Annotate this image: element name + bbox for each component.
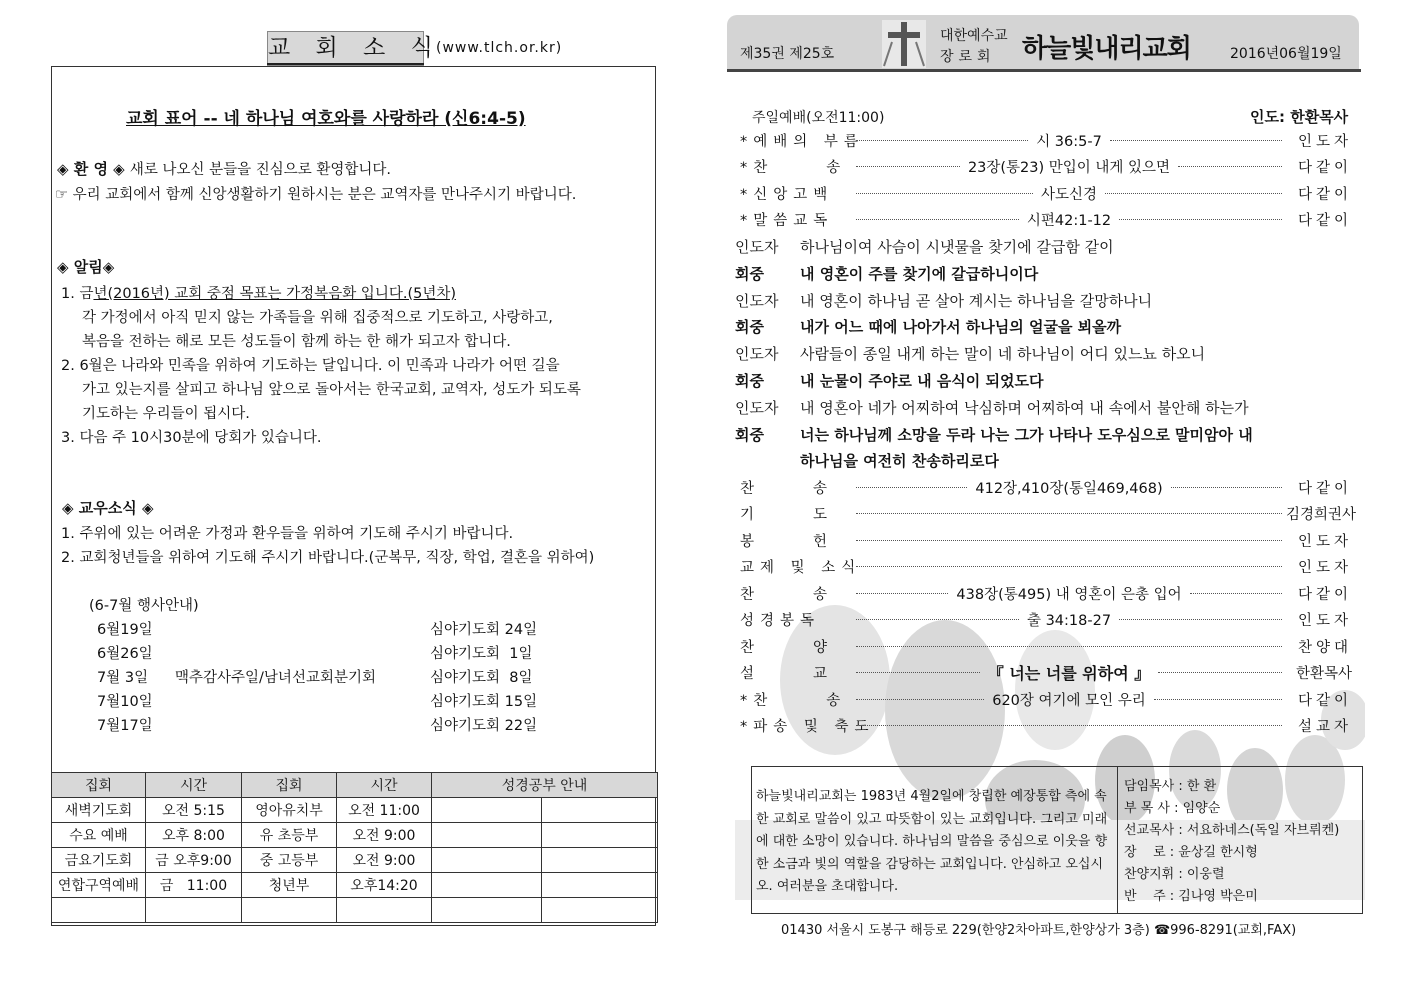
reading-text: 내 영혼이 주를 찾기에 갈급하니이다 [800,264,1039,283]
event-date: 7월17일 [97,718,153,734]
notice-1-underlined: 년(2016년) 교회 중점 목표는 가정복음화 입니다.(5년차) [93,286,456,302]
worship-item [740,503,1357,525]
reading-text: 너는 하나님께 소망을 두라 나는 그가 나타나 도우심으로 말미암아 내 [800,425,1253,444]
schedule-cell [242,898,337,923]
dot-leader [856,646,1282,647]
schedule-cell: 오전 9:00 [337,823,432,848]
event-date: 7월10일 [97,694,153,710]
responsive-line [735,236,1114,257]
worship-item [740,156,1352,178]
schedule-cell: 오후 8:00 [146,823,242,848]
service-leader: 인도: 한환목사 [1250,108,1349,126]
events-heading: (6-7월 행사안내) [89,598,199,614]
worship-label: *말씀교독 [740,213,834,229]
notice-1-prefix: 1. 금 [61,286,94,302]
dot-leader [1178,166,1282,167]
volume-number: 제35권 제25호 [740,46,835,62]
worship-item [740,662,1352,684]
schedule-row [52,823,658,848]
schedule-header: 집회 [52,773,146,798]
dot-leader [1154,699,1282,700]
dot-leader [856,219,1019,220]
responsive-line [735,370,1043,391]
worship-person: 다같이 [1297,213,1353,229]
schedule-cell: 영아유치부 [242,798,337,823]
dot-leader [1190,593,1282,594]
bible-study-cell [432,848,542,873]
schedule-header: 시간 [337,773,432,798]
schedule-row [52,873,658,898]
worship-label: *신앙고백 [740,186,834,203]
schedule-cell: 연합구역예배 [52,873,146,898]
worship-label: 봉 헌 [740,533,834,550]
schedule-cell [52,898,146,923]
reader-role: 회중 [735,372,764,390]
worship-detail: 시편42:1-12 [1026,213,1112,229]
church-address: 01430 서울시 도봉구 해등로 229(한양2차아파트,한양상가 3층) ☎996-8291(교회,FAX) [781,923,1297,938]
responsive-line [735,290,1152,311]
responsive-line [735,316,1121,337]
schedule-cell [146,898,242,923]
dot-leader [856,699,984,700]
worship-item [740,582,1352,604]
denomination-line-1: 대한예수교 [940,28,1008,44]
schedule-row [52,898,658,923]
reader-role: 인도자 [735,291,779,310]
welcome-section [57,158,391,179]
worship-label: 찬 송 [740,586,834,603]
reading-text: 내 영혼이 하나님 곧 살아 계시는 하나님을 갈망하나니 [800,291,1153,310]
bible-study-cell [542,798,658,823]
dot-leader [856,540,1282,541]
dot-leader [1119,619,1282,620]
notice-heading: ◈ 알림◈ [57,258,115,276]
worship-person: 인도자 [1297,533,1352,550]
schedule-header: 집회 [242,773,337,798]
welcome-heading: ◈ 환 영 ◈ [57,160,125,178]
worship-person: 인도자 [1297,560,1352,576]
responsive-line [735,397,1249,418]
dot-leader [856,619,1019,620]
schedule-cell: 유 초등부 [242,823,337,848]
worship-person: 인도자 [1297,133,1353,150]
notice-2-line2: 가고 있는지를 살피고 하나님 앞으로 돌아서는 한국교회, 교역자, 성도가 되도록 [82,382,581,398]
schedule-cell: 오후14:20 [337,873,432,898]
worship-label: 기 도 [740,507,834,523]
reader-role: 인도자 [735,398,779,417]
event-date: 6월19일 [97,622,153,638]
schedule-header: 성경공부 안내 [432,773,658,798]
schedule-cell [337,898,432,923]
notice-1 [61,282,456,303]
dot-leader [856,487,967,488]
staff-member: 찬양지휘 : 이웅렬 [1124,867,1225,882]
overnight-prayer: 심야기도회 8일 [430,670,533,686]
dot-leader [856,513,1282,514]
worship-item [740,529,1352,551]
overnight-prayer: 심야기도회 1일 [430,646,533,662]
notice-2-line3: 기도하는 우리들이 됩시다. [82,406,250,422]
worship-item [740,129,1352,151]
welcome-text-2: ☞ 우리 교회에서 함께 신앙생활하기 원하시는 분은 교역자를 만나주시기 바랍니다. [55,187,577,203]
reading-text: 하나님을 여전히 찬송하리로다 [800,452,999,471]
worship-person: 다같이 [1297,480,1353,497]
schedule-row [52,848,658,873]
worship-person: 다같이 [1297,692,1352,709]
notice-1-line2: 각 가정에서 아직 믿지 않는 가족들을 위해 집중적으로 기도하고, 사랑하고, [82,310,553,326]
worship-detail: 412장,410장(통일469,468) [975,480,1163,497]
schedule-cell: 오전 5:15 [146,798,242,823]
worship-label: *파송 및 축도 [740,719,875,735]
worship-item [740,688,1352,710]
notice-2: 2. 6월은 나라와 민족을 위하여 기도하는 달입니다. 이 민족과 나라가 어떤 길을 [61,358,560,374]
pastoral-2: 2. 교회청년들을 위하여 기도해 주시기 바랍니다.(군복무, 직장, 학업, 결혼을 위하여) [61,550,595,566]
worship-label: *찬 송 [740,160,847,176]
reader-role: 인도자 [735,345,779,364]
worship-label: 설 교 [740,666,834,682]
event-date: 7월 3일 [97,670,149,686]
schedule-cell: 금 오후9:00 [146,848,242,873]
bible-study-cell [432,873,542,898]
dot-leader [856,725,1282,726]
worship-label: 성경봉독 [740,613,821,629]
title-underline [267,63,424,65]
responsive-line [735,424,1253,445]
info-divider [1117,766,1118,914]
worship-person: 다같이 [1297,160,1352,176]
schedule-cell: 새벽기도회 [52,798,146,823]
dot-leader [1158,672,1282,673]
schedule-table [51,772,658,923]
worship-label: 교제 및 소식 [740,560,862,576]
worship-person: 다같이 [1297,186,1352,203]
responsive-line [735,263,1038,284]
worship-label: *예배의 부름 [740,133,864,150]
worship-item [740,715,1352,737]
schedule-cell: 금요기도회 [52,848,146,873]
cross-logo-icon [882,20,926,68]
church-name: 하늘빛내리교회 [1022,34,1191,64]
bible-study-cell [542,898,658,923]
worship-person: 다같이 [1297,586,1353,603]
schedule-cell: 오전 9:00 [337,848,432,873]
worship-item [740,209,1352,231]
church-introduction: 하늘빛내리교회는 1983년 4월2일에 창립한 예장통합 측에 속한 교회로 말씀이 있고 따뜻함이 있는 교회입니다. 그리고 미래에 대한 소망이 있습니다. 하나님의 말씀을 중심으로 이웃을 향한 소금과 빛의 역할을 감당하는 교회입니다. 안심하고 오십시오. 여러분을 초대합니다. [756,789,1108,894]
dot-leader [1119,219,1282,220]
reading-text: 사람들이 종일 내게 하는 말이 네 하나님이 어디 있느뇨 하오니 [800,345,1206,364]
schedule-header: 시간 [146,773,242,798]
reader-role: 회중 [735,318,764,337]
bible-study-cell [542,823,658,848]
bible-study-cell [542,848,658,873]
worship-detail: 438장(통495) 내 영혼이 은총 입어 [956,586,1182,603]
service-title: 주일예배(오전11:00) [752,110,885,126]
header-rule [727,69,1361,72]
pastoral-heading: ◈ 교우소식 ◈ [62,499,154,517]
church-website: (www.tlch.or.kr) [436,40,563,56]
reader-role: 회중 [735,425,764,444]
schedule-cell: 청년부 [242,873,337,898]
denomination-line-2: 장로회 [940,49,996,65]
reader-role: 인도자 [735,238,779,256]
dot-leader [1105,193,1282,194]
pastoral-1: 1. 주위에 있는 어려운 가정과 환우들을 위하여 기도해 주시기 바랍니다. [61,526,514,542]
bulletin-date: 2016년06월19일 [1230,46,1342,62]
dot-leader [856,140,1028,141]
dot-leader [856,593,948,594]
worship-label: 찬 양 [740,639,834,656]
worship-item [740,635,1352,657]
dot-leader [856,566,1282,567]
event-date: 6월26일 [97,646,153,662]
worship-detail: 사도신경 [1040,186,1098,203]
worship-person: 김경희권사 [1286,507,1357,523]
reading-text: 내 눈물이 주야로 내 음식이 되었도다 [800,372,1044,390]
notice-1-line3: 복음을 전하는 해로 모든 성도들이 함께 하는 한 해가 되고자 합니다. [82,334,511,350]
worship-detail: 『 너는 너를 위하여 』 [987,664,1151,683]
worship-label: 찬 송 [740,480,834,497]
schedule-cell: 오전 11:00 [337,798,432,823]
worship-label: *찬 송 [740,692,847,709]
staff-member: 장 로 : 윤상길 한시형 [1124,845,1258,860]
reading-text: 하나님이여 사슴이 시냇물을 찾기에 갈급함 같이 [800,238,1114,256]
bible-study-cell [432,798,542,823]
worship-person: 찬양대 [1297,639,1352,656]
notice-3: 3. 다음 주 10시30분에 당회가 있습니다. [61,430,322,446]
dot-leader [856,672,980,673]
event-name: 맥추감사주일/남녀선교회분기회 [175,670,376,686]
church-motto: 교회 표어 -- 네 하나님 여호와를 사랑하라 (신6:4-5) [126,109,526,129]
worship-detail: 출 34:18-27 [1026,613,1112,629]
reading-text: 내가 어느 때에 나아가서 하나님의 얼굴을 뵈올까 [800,318,1122,337]
worship-item [740,609,1352,631]
left-page-title: 교 회 소 식 [267,31,424,66]
schedule-cell: 중 고등부 [242,848,337,873]
overnight-prayer: 심야기도회 22일 [430,718,538,734]
reader-role: 회중 [735,264,764,283]
bible-study-cell [432,823,542,848]
worship-person: 설교자 [1297,719,1352,735]
staff-member: 담임목사 : 한 환 [1124,779,1217,794]
dot-leader [1110,140,1282,141]
schedule-cell: 수요 예배 [52,823,146,848]
bible-study-cell [432,898,542,923]
dot-leader [1171,487,1282,488]
worship-item [740,476,1352,498]
dot-leader [856,166,960,167]
overnight-prayer: 심야기도회 24일 [430,622,538,638]
schedule-cell: 금 11:00 [146,873,242,898]
worship-item [740,556,1352,578]
worship-detail: 시 36:5-7 [1036,133,1102,150]
bible-study-cell [542,873,658,898]
overnight-prayer: 심야기도회 15일 [430,694,538,710]
welcome-text: 새로 나오신 분들을 진심으로 환영합니다. [129,162,391,178]
responsive-line [735,450,999,471]
worship-item [740,182,1352,204]
reading-text: 내 영혼아 네가 어찌하여 낙심하며 어찌하여 내 속에서 불안해 하는가 [800,398,1249,417]
worship-person: 인도자 [1297,613,1352,629]
responsive-line [735,343,1205,364]
dot-leader [856,193,1033,194]
worship-detail: 23장(통23) 만입이 내게 있으면 [967,160,1171,176]
worship-person: 한환목사 [1295,666,1353,682]
staff-member: 선교목사 : 서요하네스(독일 자브뤼켄) [1124,823,1340,838]
staff-member: 부 목 사 : 임양순 [1124,801,1221,816]
staff-member: 반 주 : 김나영 박은미 [1124,889,1258,904]
worship-detail: 620장 여기에 모인 우리 [992,692,1146,709]
schedule-row [52,798,658,823]
